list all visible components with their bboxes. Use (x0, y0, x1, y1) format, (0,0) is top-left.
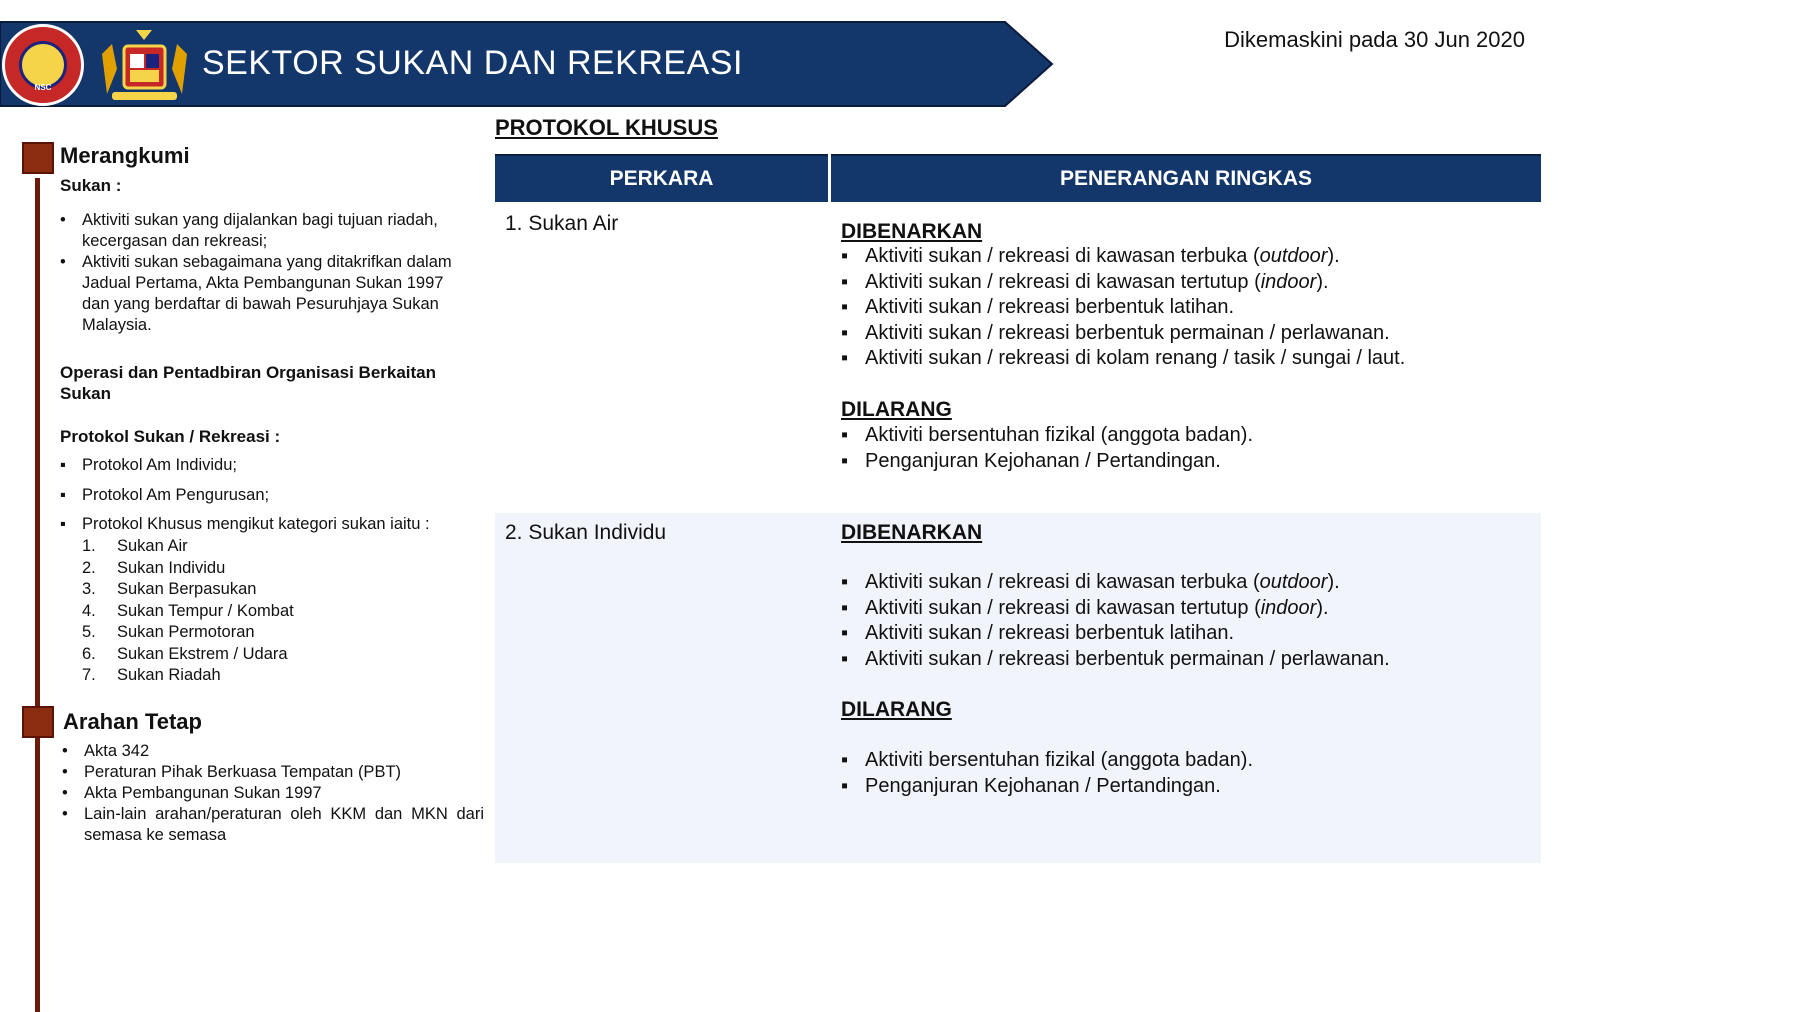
updated-date: Dikemaskini pada 30 Jun 2020 (1224, 27, 1525, 52)
list-item: ▪ Aktiviti sukan / rekreasi di kawasan tertutup (indoor). (841, 597, 1390, 623)
list-item: ▪ Aktiviti sukan / rekreasi berbentuk latihan. (841, 296, 1405, 322)
list-item: ▪ Aktiviti sukan / rekreasi di kawasan tertutup (indoor). (841, 271, 1405, 297)
table-row-item: 2. Sukan Individu (505, 521, 667, 544)
table-row-2-background (495, 513, 1541, 863)
list-item: 4. Sukan Tempur / Kombat (82, 601, 294, 620)
list-item: • Akta 342 (62, 741, 484, 762)
list-item: ▪ Aktiviti bersentuhan fizikal (anggota badan). (841, 424, 1253, 450)
list-item: ▪ Penganjuran Kejohanan / Pertandingan. (841, 775, 1253, 801)
list-item: • Akta Pembangunan Sukan 1997 (62, 783, 484, 804)
list-item: • Aktiviti sukan yang dijalankan bagi tujuan riadah, kecergasan dan rekreasi; (60, 210, 472, 252)
list-item: 5. Sukan Permotoran (82, 623, 255, 641)
table-title: PROTOKOL KHUSUS (495, 115, 718, 140)
allowed-heading: DIBENARKAN (841, 521, 983, 544)
category-list (82, 536, 294, 687)
list-item: ▪ Aktiviti sukan / rekreasi berbentuk permainan / perlawanan. (841, 648, 1390, 674)
page-title: SEKTOR SUKAN DAN REKREASI (202, 44, 743, 82)
forbidden-heading: DILARANG (841, 698, 952, 721)
list-item: ▪ Aktiviti sukan / rekreasi berbentuk latihan. (841, 622, 1390, 648)
list-item: ▪ Aktiviti bersentuhan fizikal (anggota badan). (841, 749, 1253, 775)
list-item: 6. Sukan Ekstrem / Udara (82, 644, 288, 663)
forbidden-heading: DILARANG (841, 398, 952, 421)
allowed-heading: DIBENARKAN (841, 220, 983, 243)
section-marker (22, 142, 54, 174)
forbidden-list (841, 424, 1253, 475)
list-item: ▪ Protokol Am Individu; (60, 455, 480, 485)
table-row-item: 1. Sukan Air (505, 212, 619, 235)
list-item: 1. Sukan Air (82, 537, 188, 555)
allowed-list (841, 245, 1405, 373)
header-penerangan: PENERANGAN RINGKAS (831, 154, 1541, 202)
list-item: 3. Sukan Berpasukan (82, 580, 257, 598)
list-item: ▪ Aktiviti sukan / rekreasi di kawasan terbuka (outdoor). (841, 245, 1405, 271)
coat-of-arms-logo (92, 24, 197, 104)
protokol-list (60, 455, 480, 535)
list-item: ▪ Protokol Am Pengurusan; (60, 485, 480, 514)
list-item: ▪ Penganjuran Kejohanan / Pertandingan. (841, 450, 1253, 476)
merangkumi-heading: Merangkumi (60, 143, 190, 168)
nsc-logo: NSC (2, 24, 84, 106)
allowed-list (841, 571, 1390, 673)
list-item: ▪ Aktiviti sukan / rekreasi di kolam renang / tasik / sungai / laut. (841, 347, 1405, 373)
list-item: 2. Sukan Individu (82, 558, 226, 577)
arahan-list (62, 741, 484, 846)
forbidden-list (841, 749, 1253, 800)
header-perkara: PERKARA (495, 154, 828, 202)
list-item: • Lain-lain arahan/peraturan oleh KKM dan MKN dari semasa ke semasa (62, 804, 484, 846)
protokol-label: Protokol Sukan / Rekreasi : (60, 427, 281, 446)
list-item: 7. Sukan Riadah (82, 666, 221, 684)
sukan-list (60, 210, 472, 336)
list-item: • Aktiviti sukan sebagaimana yang ditakrifkan dalam Jadual Pertama, Akta Pembangunan Sukan 1997 dan yang berdaftar di bawah Pesuruhjaya Sukan Malaysia. (60, 252, 472, 336)
sukan-label: Sukan : (60, 176, 122, 195)
arahan-heading: Arahan Tetap (63, 709, 202, 734)
section-marker (22, 706, 54, 738)
list-item: ▪ Protokol Khusus mengikut kategori sukan iaitu : (60, 514, 480, 535)
list-item: ▪ Aktiviti sukan / rekreasi berbentuk permainan / perlawanan. (841, 322, 1405, 348)
list-item: • Peraturan Pihak Berkuasa Tempatan (PBT) (62, 762, 484, 783)
list-item: ▪ Aktiviti sukan / rekreasi di kawasan terbuka (outdoor). (841, 571, 1390, 597)
left-rail (35, 178, 40, 1012)
operasi-label: Operasi dan Pentadbiran Organisasi Berkaitan Sukan (60, 363, 437, 403)
